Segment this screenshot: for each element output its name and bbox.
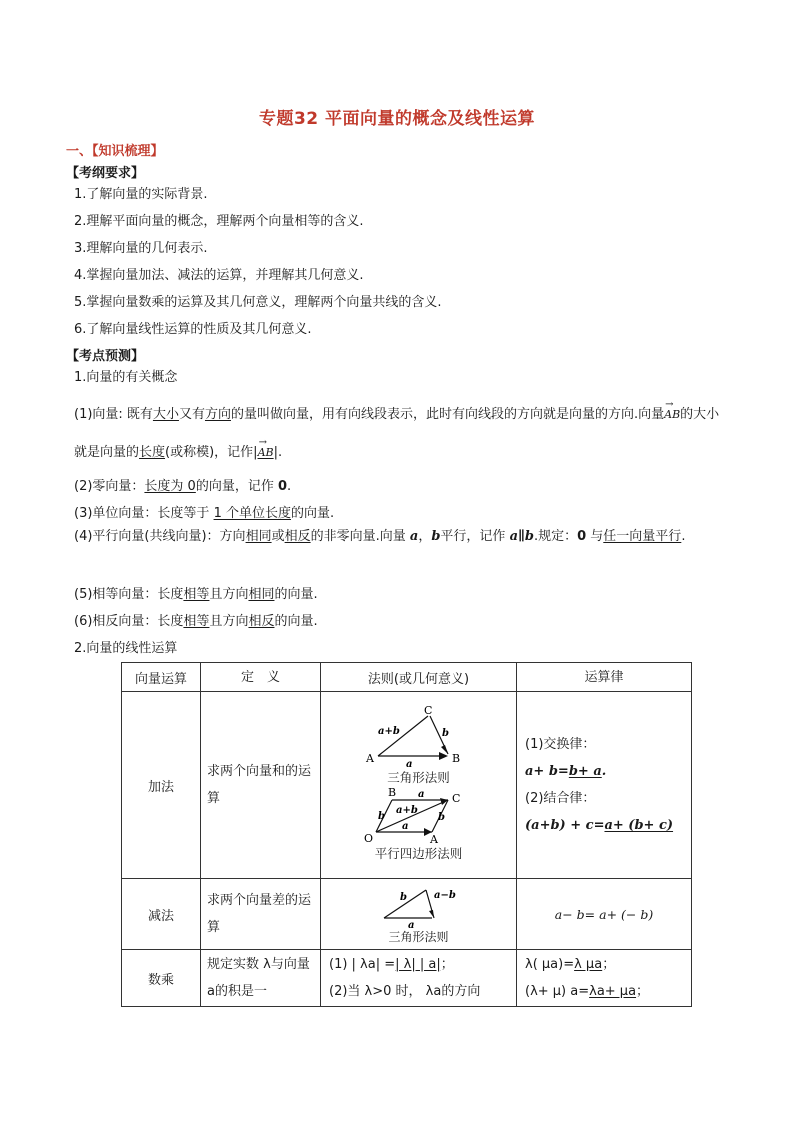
requirement-item: 6.了解向量线性运算的性质及其几何意义. xyxy=(74,322,312,337)
requirements-heading: 【考纲要求】 xyxy=(66,166,145,181)
subtraction-law: a− b= a+ (− b) xyxy=(517,879,692,950)
vector-label: b xyxy=(441,728,449,739)
vector-label: a+b xyxy=(395,805,418,816)
associative-law-label: (2)结合律： xyxy=(525,791,596,806)
requirement-item: 1.了解向量的实际背景. xyxy=(74,187,208,202)
figure-caption: 平行四边形法则 xyxy=(374,846,463,861)
row-definition: 求两个向量差的运算 xyxy=(201,879,321,950)
point-label: C xyxy=(451,792,460,805)
vector-label: a xyxy=(417,789,424,800)
scalar-law-2: (λ+ μ) a=λa+ μa； xyxy=(525,984,650,999)
page-title: 专题32 平面向量的概念及线性运算 xyxy=(258,109,536,129)
table-row xyxy=(122,950,692,1007)
figure-caption: 三角形法则 xyxy=(388,929,449,944)
table-header-row xyxy=(122,663,692,692)
vector-label: a xyxy=(405,759,412,768)
table-header: 向量运算 xyxy=(122,663,201,692)
addition-figures-cell xyxy=(321,692,517,879)
commutative-law-label: (1)交换律： xyxy=(525,737,596,752)
requirement-item: 2.理解平面向量的概念，理解两个向量相等的含义. xyxy=(74,214,364,229)
zero-vector-line: (2)零向量：长度为 0的向量，记作 0. xyxy=(74,479,292,494)
point-label: A xyxy=(429,833,438,844)
row-name-subtraction: 减法 xyxy=(122,879,201,950)
row-name-addition: 加法 xyxy=(122,692,201,879)
subtraction-figure-cell xyxy=(321,879,517,950)
subtraction-triangle-diagram xyxy=(374,884,464,928)
subsection-heading: 2.向量的线性运算 xyxy=(74,641,178,656)
vector-label: a+b xyxy=(377,726,400,737)
parallel-vector-paragraph: (4)平行向量(共线向量)：方向相同或相反的非零向量.向量 a，b平行，记作 a∥b.规定：0 与任一向量平行. xyxy=(74,529,686,544)
subsection-heading: 1.向量的有关概念 xyxy=(74,370,178,385)
vector-label: b xyxy=(437,812,445,823)
equal-vector-line: (5)相等向量：长度相等且方向相同的向量. xyxy=(74,587,318,602)
vector-label: a−b xyxy=(433,889,456,901)
row-definition: 求两个向量和的运算 xyxy=(201,692,321,879)
section-one-heading: 一、【知识梳理】 xyxy=(66,144,164,159)
vector-label: a xyxy=(401,821,408,832)
opposite-vector-line: (6)相反向量：长度相等且方向相反的向量. xyxy=(74,614,318,629)
point-label: C xyxy=(423,706,432,717)
table-header: 定 义 xyxy=(201,663,321,692)
associative-law-expression: (a+b) + c=a+ (b+ c) xyxy=(525,818,674,833)
requirement-item: 5.掌握向量数乘的运算及其几何意义，理解两个向量共线的含义. xyxy=(74,295,442,310)
scalar-rule-2: (2)当 λ>0 时， λa的方向 xyxy=(329,984,481,999)
unit-vector-line: (3)单位向量：长度等于 1 个单位长度的向量. xyxy=(74,506,335,521)
commutative-law-expression: a+ b=b+ a. xyxy=(525,764,607,779)
table-header: 法则(或几何意义) xyxy=(321,663,517,692)
parallelogram-rule-diagram xyxy=(354,786,484,844)
point-label: B xyxy=(387,786,396,799)
vector-label: b xyxy=(399,891,407,903)
forecast-heading: 【考点预测】 xyxy=(66,349,145,364)
vector-ab-symbol: → AB xyxy=(258,434,274,472)
table-row xyxy=(122,692,692,879)
point-label: A xyxy=(365,752,374,765)
requirement-item: 4.掌握向量加法、减法的运算，并理解其几何意义. xyxy=(74,268,364,283)
table-row xyxy=(122,879,692,950)
linear-operations-table xyxy=(121,662,692,1007)
point-label: B xyxy=(451,752,460,765)
requirement-item: 3.理解向量的几何表示. xyxy=(74,241,208,256)
vector-definition-paragraph: (1)向量: 既有大小又有方向的量叫做向量，用有向线段表示，此时有向线段的方向就是向量的方向.向量→ AB的大小就是向量的长度(或称模)，记作|→ AB|. xyxy=(74,396,724,472)
table-header: 运算律 xyxy=(517,663,692,692)
row-name-scalar-multiplication: 数乘 xyxy=(122,950,201,1007)
vector-label: a xyxy=(407,919,414,928)
vector-ab-symbol: → AB xyxy=(664,396,680,434)
row-definition: 规定实数 λ与向量 a的积是一 xyxy=(201,950,321,1007)
point-label: O xyxy=(363,832,373,844)
scalar-laws-cell xyxy=(517,950,692,1007)
addition-laws-cell xyxy=(517,692,692,879)
triangle-rule-diagram xyxy=(354,706,484,768)
vector-label: b xyxy=(377,811,385,822)
scalar-law-1: λ( μa)=λ μa； xyxy=(525,957,616,972)
figure-caption: 三角形法则 xyxy=(387,770,450,785)
scalar-rules-cell xyxy=(321,950,517,1007)
scalar-rule-1: (1) | λa| =| λ| | a|； xyxy=(329,957,454,972)
